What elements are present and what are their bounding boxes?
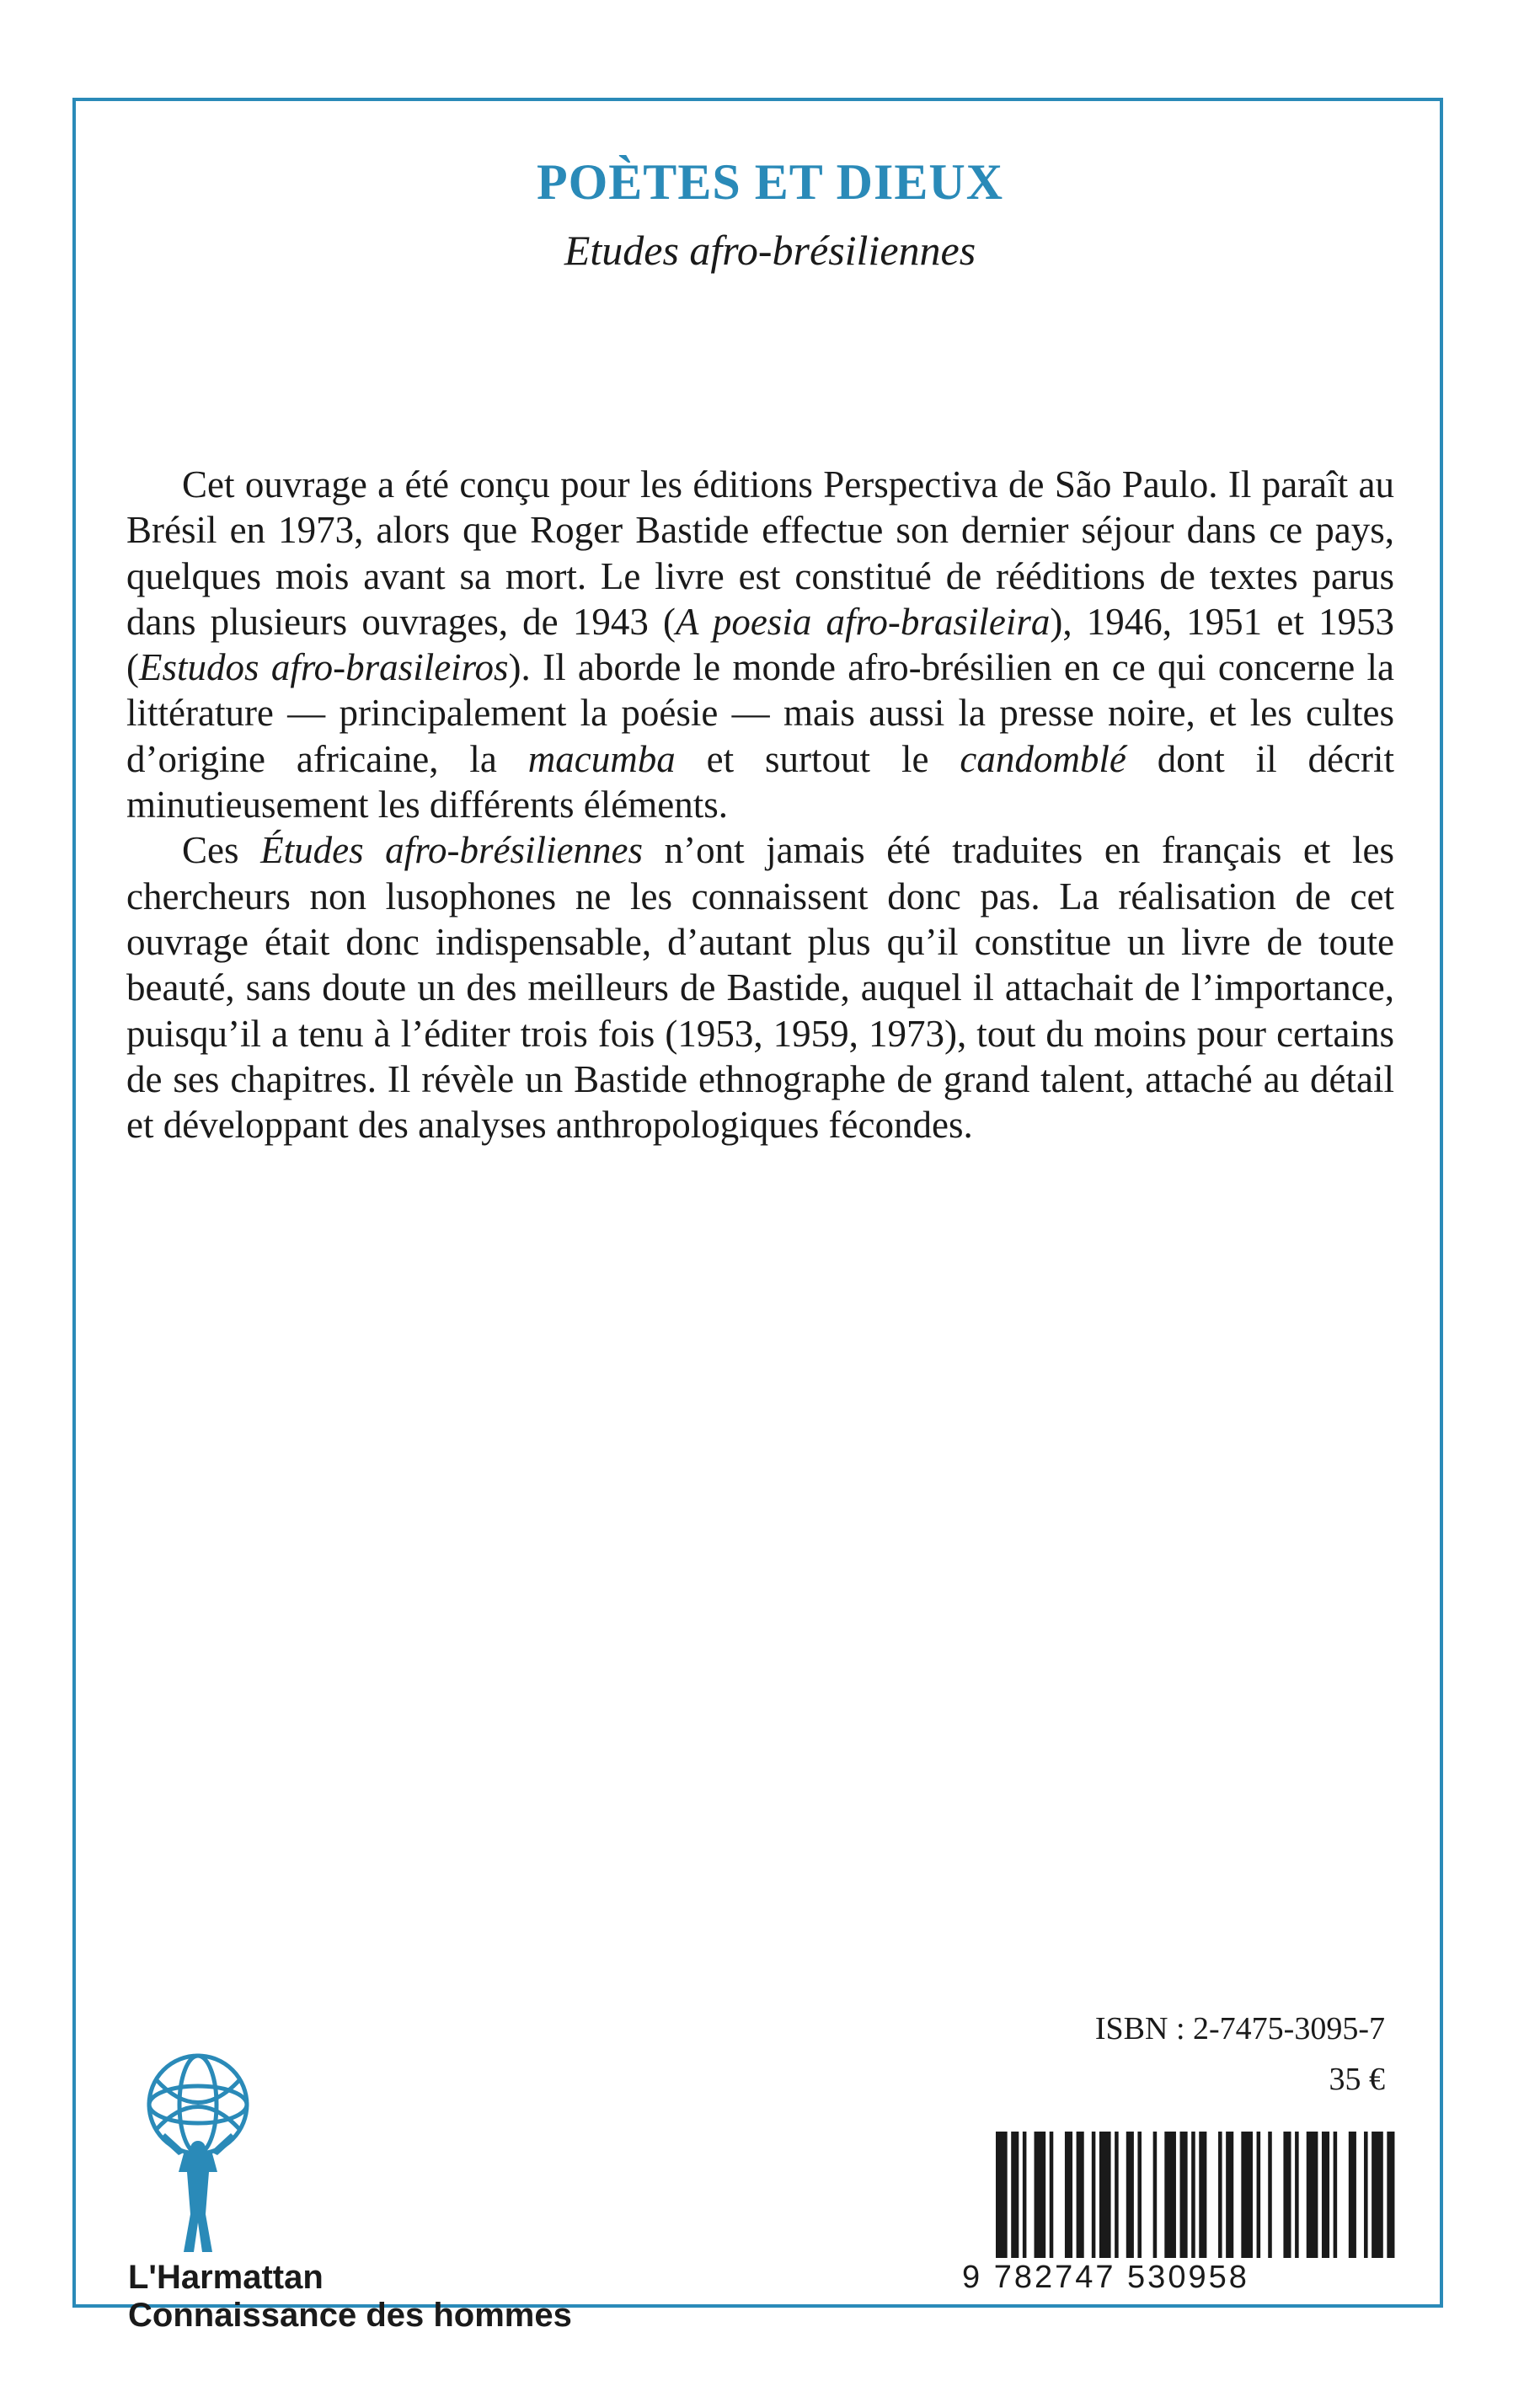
barcode bbox=[996, 2132, 1398, 2258]
publisher-name: L'Harmattan bbox=[128, 2259, 324, 2296]
barcode-bar bbox=[1349, 2132, 1356, 2258]
barcode-bar bbox=[1092, 2132, 1096, 2258]
barcode-bar bbox=[1322, 2132, 1329, 2258]
barcode-bar bbox=[1137, 2132, 1142, 2258]
barcode-bar bbox=[1199, 2132, 1206, 2258]
cover-frame bbox=[72, 98, 1443, 2308]
barcode-bar bbox=[1023, 2132, 1027, 2258]
barcode-bar bbox=[1372, 2132, 1383, 2258]
back-cover-blurb bbox=[126, 462, 1394, 1148]
barcode-bar bbox=[1099, 2132, 1111, 2258]
collection-name: Connaissance des hommes bbox=[128, 2297, 572, 2334]
barcode-bar bbox=[1153, 2132, 1158, 2258]
book-title: POÈTES ET DIEUX bbox=[536, 154, 1004, 210]
barcode-bar bbox=[1180, 2132, 1188, 2258]
blurb-paragraph-1: Cet ouvrage a été conçu pour les éditions Perspectiva de São Paulo. Il paraît au Brésil en 1973, alors que Roger Bastide effectue son dernier séjour dans ce pays, quelques mois avant sa mort. Le livre est constitué de rééditions de textes parus dans plusieurs ouvrages, de 1943 (A poesia afro-brasileira), 1946, 1951 et 1953 (Estudos afro-brasileiros). Il aborde le monde afro-brésilien en ce qui concerne la littérature — principalement la poésie — mais aussi la presse noire, et les cultes d’origine africaine, la macumba et surtout le candomblé dont il décrit minutieusement les différents éléments. bbox=[126, 463, 1394, 827]
barcode-bar bbox=[1164, 2132, 1176, 2258]
barcode-bar bbox=[1191, 2132, 1195, 2258]
barcode-bar bbox=[1387, 2132, 1394, 2258]
barcode-bar bbox=[1364, 2132, 1368, 2258]
barcode-bar bbox=[1050, 2132, 1054, 2258]
barcode-bar bbox=[1268, 2132, 1272, 2258]
barcode-bar bbox=[1307, 2132, 1318, 2258]
barcode-digits: 9 782747 530958 bbox=[962, 2260, 1249, 2295]
barcode-bar bbox=[1065, 2132, 1072, 2258]
barcode-bar bbox=[1218, 2132, 1222, 2258]
barcode-bar bbox=[1241, 2132, 1253, 2258]
globe-atlas-icon bbox=[118, 2046, 278, 2256]
blurb-paragraph-2: Ces Études afro-brésiliennes n’ont jamais été traduites en français et les chercheurs non lusophones ne les connaissent donc pas. La réalisation de cet ouvrage était donc indispensable, d’autant plus qu’il constitue un livre de toute beauté, sans doute un des meilleurs de Bastide, auquel il attachait de l’importance, puisqu’il a tenu à l’éditer trois fois (1953, 1959, 1973), tout du moins pour certains de ses chapitres. Il révèle un Bastide ethnographe de grand talent, attaché au détail et développant des analyses anthropologiques fécondes. bbox=[126, 829, 1394, 1147]
barcode-bar bbox=[1334, 2132, 1338, 2258]
price: 35 € bbox=[1329, 2062, 1385, 2097]
barcode-bar bbox=[1283, 2132, 1291, 2258]
barcode-bar bbox=[1115, 2132, 1119, 2258]
isbn: ISBN : 2-7475-3095-7 bbox=[1094, 2011, 1385, 2046]
barcode-bar bbox=[1011, 2132, 1019, 2258]
book-subtitle: Etudes afro-brésiliennes bbox=[564, 227, 976, 274]
barcode-bar bbox=[1035, 2132, 1046, 2258]
barcode-bar bbox=[1257, 2132, 1261, 2258]
barcode-bar bbox=[996, 2132, 1008, 2258]
barcode-bar bbox=[1077, 2132, 1084, 2258]
barcode-bar bbox=[1126, 2132, 1134, 2258]
barcode-bar bbox=[1295, 2132, 1299, 2258]
barcode-bar bbox=[1226, 2132, 1233, 2258]
